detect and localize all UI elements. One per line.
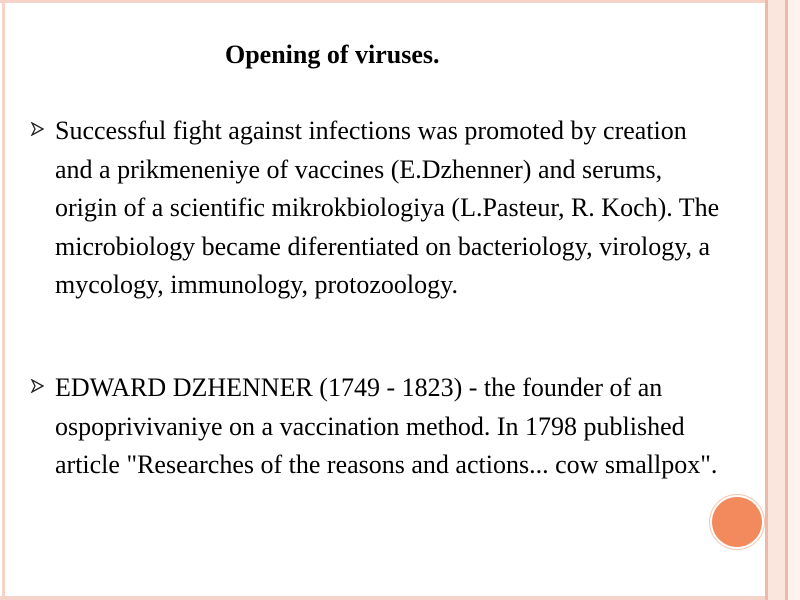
top-border [0,0,767,3]
arrowhead-bullet-icon [30,379,44,393]
right-stripe [788,0,800,600]
bullet-text: Successful fight against infections was promoted by creation and a prikmeneniye of vaccines (E.Dzhenner) and serums, origin of a scientific mikrokbiologiya (L.Pasteur, R. Koch). The microbiology became diferentiated on bacteriology, virology, a mycology, immunology, protozoology. [55,116,720,300]
bottom-border [0,596,767,600]
bullet-item [30,112,720,305]
bullet-text: EDWARD DZHENNER (1749 - 1823) - the founder of an ospoprivivaniye on a vaccination method. In 1798 published article "Researches of the reasons and actions... cow smallpox". [55,373,718,480]
decorative-circle [712,497,762,547]
arrowhead-bullet-icon [30,122,44,136]
right-stripe [768,0,785,600]
slide-title: Opening of viruses. [225,40,440,69]
bullet-item [30,369,720,485]
left-border [2,0,5,600]
